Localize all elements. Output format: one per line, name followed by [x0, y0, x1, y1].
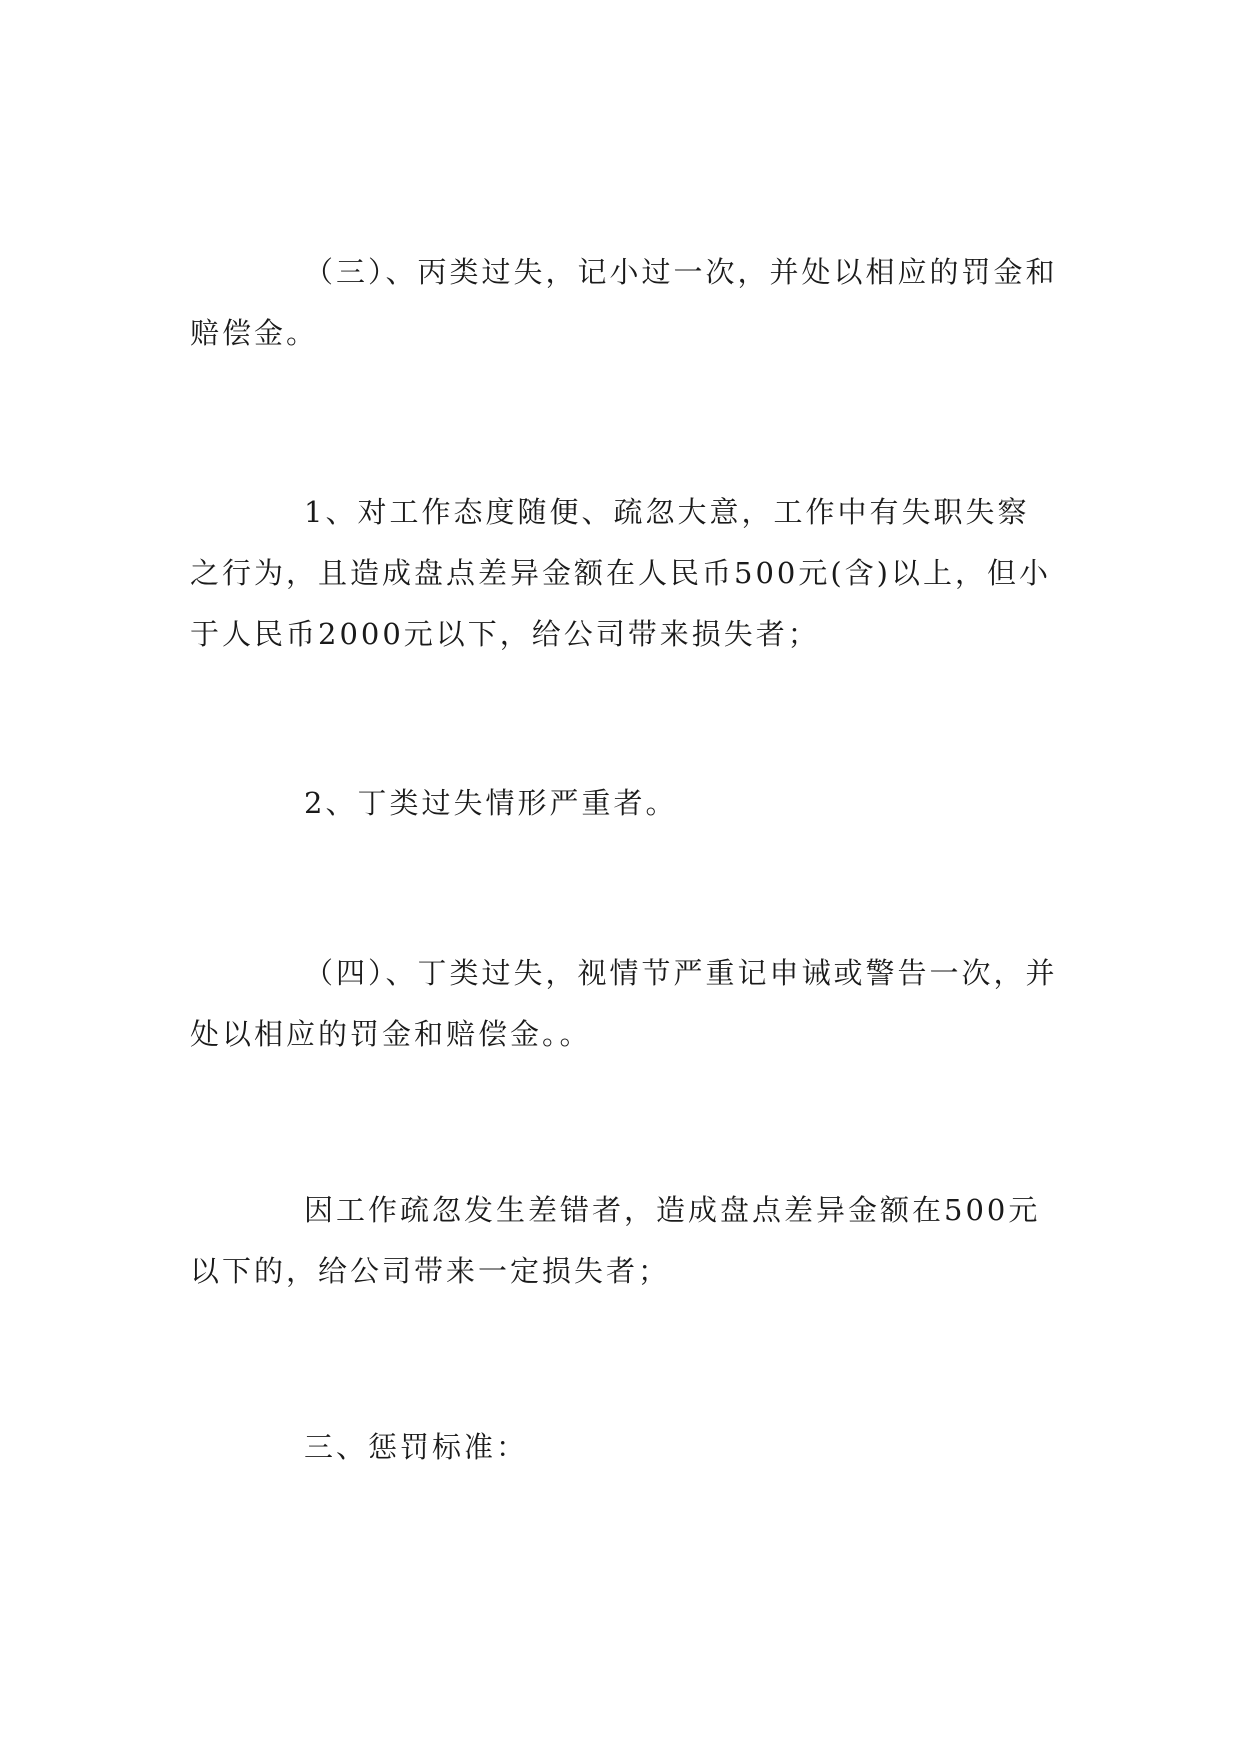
paragraph-section-4: （四）、丁类过失，视情节严重记申诫或警告一次，并处以相应的罚金和赔偿金。。: [190, 956, 1058, 1051]
paragraph-item-1: 1、对工作态度随便、疏忽大意，工作中有失职失察之行为，且造成盘点差异金额在人民币500元(含)以上，但小于人民币2000元以下，给公司带来损失者；: [190, 495, 1051, 651]
paragraph-section-3: （三）、丙类过失，记小过一次，并处以相应的罚金和赔偿金。: [190, 255, 1058, 350]
paragraph-item-2: 2、丁类过失情形严重者。: [304, 786, 678, 820]
heading-penalty-standard: 三、惩罚标准：: [304, 1430, 529, 1464]
paragraph-negligence: 因工作疏忽发生差错者，造成盘点差异金额在500元以下的，给公司带来一定损失者；: [190, 1193, 1041, 1288]
